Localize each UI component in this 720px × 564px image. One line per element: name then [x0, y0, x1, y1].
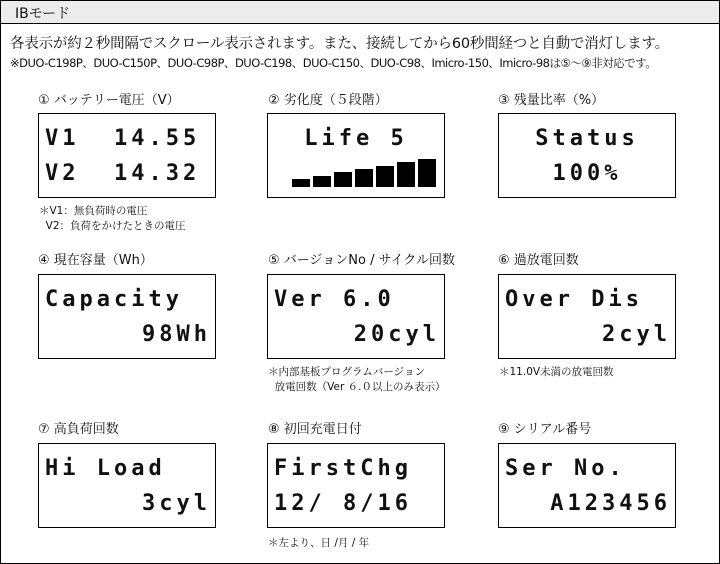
panel-5-note: ＊内部基板プログラムバージョン 放電回数（Ver ６.０以上のみ表示）: [268, 366, 446, 393]
lcd-line-2: 100%: [552, 161, 622, 186]
panel-2-label: ② 劣化度（５段階）: [268, 93, 388, 108]
panel-8-label: ⑧ 初回充電日付: [268, 422, 362, 437]
lcd-first-charge: [267, 443, 445, 528]
lcd-line-1: Status: [535, 126, 639, 151]
panel-7-label: ⑦ 高負荷回数: [38, 422, 119, 437]
unsupported-models-note: ※DUO-C198P、DUO-C150P、DUO-C98P、DUO-C198、DUO-C150、DUO-C98、Imicro-150、Imicro-98は⑤〜⑨非対応です。: [10, 56, 657, 70]
life-bar: [376, 166, 394, 187]
life-bar: [355, 169, 373, 187]
panel-1-label: ① バッテリー電圧（V）: [38, 93, 180, 108]
lcd-line-1: V1 14.55: [45, 126, 201, 151]
life-bar: [313, 176, 331, 187]
panel-5-label: ⑤ バージョンNo / サイクル回数: [268, 253, 456, 268]
lcd-line-1: Ver 6.0: [274, 287, 395, 312]
life-bar: [397, 162, 415, 187]
lcd-line-1: FirstChg: [274, 456, 412, 481]
panel-1-note: ＊V1：無負荷時の電圧 V2：負荷をかけたときの電圧: [39, 205, 186, 232]
lcd-line-2: 12/ 8/16: [274, 491, 412, 516]
page-title: IBモード: [15, 6, 71, 22]
lcd-line-1: Hi Load: [45, 456, 166, 481]
lcd-line-2: 2cyl: [602, 322, 671, 347]
panel-9-label: ⑨ シリアル番号: [498, 422, 592, 437]
panel-4-label: ④ 現在容量（Wh）: [38, 253, 153, 268]
lcd-over-discharge: [498, 274, 676, 359]
lcd-line-1: Life 5: [304, 126, 408, 151]
lcd-version: [267, 274, 445, 359]
panel-6-note: ＊11.0V未満の放電回数: [499, 366, 614, 378]
intro-text: 各表示が約２秒間隔でスクロール表示されます。また、接続してから60秒間経つと自動で消灯します。: [10, 36, 669, 52]
lcd-life: [267, 113, 445, 198]
lcd-line-2: 98Wh: [142, 322, 211, 347]
lcd-line-1: Capacity: [45, 287, 183, 312]
lcd-line-2: 3cyl: [142, 491, 211, 516]
lcd-line-2: A123456: [550, 491, 671, 516]
lcd-line-1: Over Dis: [505, 287, 643, 312]
lcd-status: [498, 113, 676, 198]
lcd-line-1: Ser No.: [505, 456, 626, 481]
lcd-high-load: [38, 443, 216, 528]
life-bar: [334, 172, 352, 187]
title-bar: [1, 1, 719, 24]
panel-8-note: ＊左より、日 /月 / 年: [268, 537, 370, 549]
life-bar: [418, 159, 436, 187]
lcd-capacity: [38, 274, 216, 359]
life-bar: [292, 179, 310, 187]
lcd-line-2: V2 14.32: [45, 161, 201, 186]
lcd-serial: [498, 443, 676, 528]
panel-6-label: ⑥ 過放電回数: [498, 253, 579, 268]
lcd-line-2: 20cyl: [353, 322, 440, 347]
lcd-battery-voltage: [38, 113, 216, 198]
panel-3-label: ③ 残量比率（%）: [498, 93, 605, 108]
